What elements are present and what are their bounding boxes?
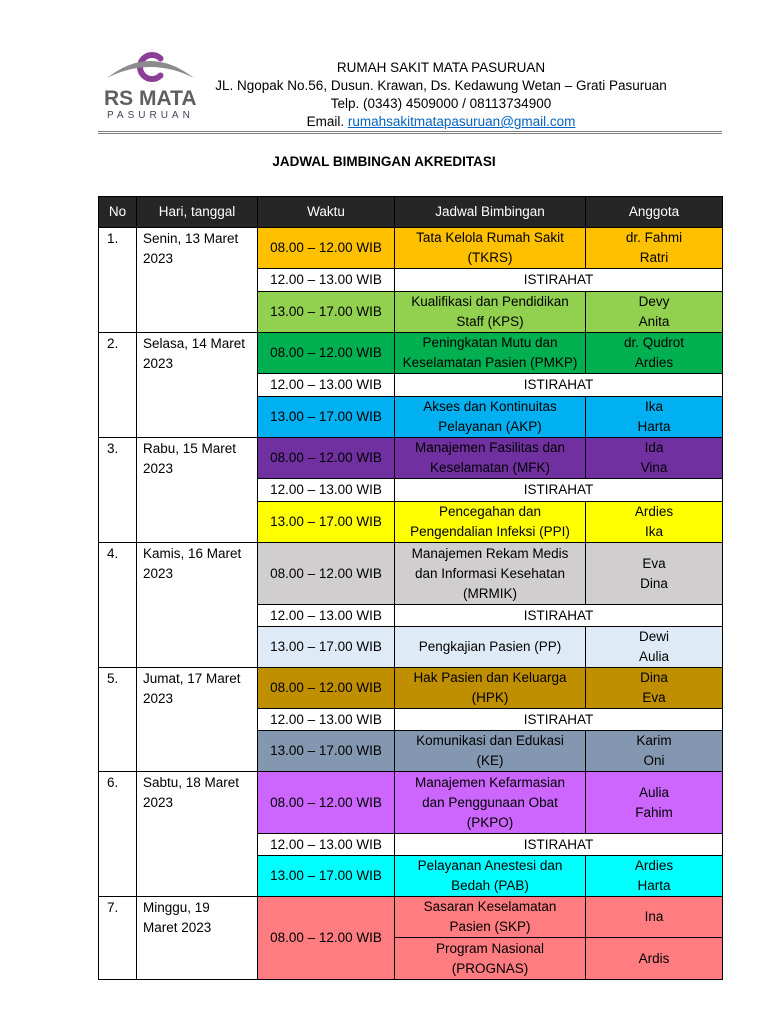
session-topic-line: Pelayanan (AKP)	[438, 419, 542, 434]
member-name: Ina	[644, 909, 664, 924]
session-topic	[395, 668, 586, 709]
session-topic-line: Pelayanan Anestesi dan	[417, 858, 563, 873]
day-date	[137, 543, 258, 668]
day-number: 7.	[99, 897, 137, 980]
member-name: dr. Qudrot	[623, 335, 685, 350]
session-topic	[395, 627, 586, 668]
session-topic-line: Kualifikasi dan Pendidikan	[411, 294, 569, 309]
session-topic-line: (TKRS)	[467, 250, 513, 265]
day-number: 1.	[99, 228, 137, 333]
session-topic-line: dan Informasi Kesehatan	[414, 565, 566, 581]
session-topic-line: Manajemen Kefarmasian	[414, 774, 566, 790]
session-topic	[395, 502, 586, 543]
member-name: Aulia	[638, 649, 670, 664]
day-number: 5.	[99, 668, 137, 772]
column-header-no: No	[99, 197, 137, 228]
member-name: Ratri	[639, 250, 669, 265]
member-name: Ardies	[634, 355, 674, 370]
hospital-logo	[104, 46, 200, 122]
logo-gray-swoosh	[107, 61, 194, 78]
session-topic	[395, 856, 586, 897]
member-name: Karim	[636, 733, 672, 748]
day-date	[137, 772, 258, 897]
session-members	[586, 502, 723, 543]
column-header-schedule: Jadwal Bimbingan	[395, 197, 586, 228]
session-time: 13.00 – 17.00 WIB	[258, 292, 395, 333]
session-topic-line: Peningkatan Mutu dan	[422, 335, 558, 350]
session-topic-line: Pasien (SKP)	[449, 919, 531, 934]
session-topic-line: (HPK)	[471, 690, 509, 705]
session-time: 08.00 – 12.00 WIB	[258, 897, 395, 980]
session-time: 08.00 – 12.00 WIB	[258, 668, 395, 709]
day-date-line: Maret 2023	[143, 920, 212, 935]
session-topic-line: Keselamatan (MFK)	[429, 460, 551, 475]
session-topic-line: Keselamatan Pasien (PMKP)	[402, 355, 578, 370]
day-date-line: Minggu, 19	[143, 900, 210, 915]
table-header-row	[99, 197, 723, 228]
session-topic	[395, 938, 586, 980]
member-name: Dina	[640, 575, 668, 591]
day-date	[137, 228, 258, 333]
member-name: Aulia	[638, 784, 670, 800]
session-topic-line: Pengkajian Pasien (PP)	[418, 639, 562, 654]
member-name: Ika	[644, 524, 663, 539]
logo-text-main: RS MATA	[104, 87, 197, 110]
session-topic-line: Pengendalian Infeksi (PPI)	[410, 524, 570, 539]
hospital-name: RUMAH SAKIT MATA PASURUAN	[336, 60, 546, 75]
day-number: 2.	[99, 333, 137, 438]
logo-mark-icon	[104, 46, 200, 90]
member-name: Devy	[638, 294, 670, 309]
document-title: JADWAL BIMBINGAN AKREDITASI	[272, 154, 496, 169]
session-row	[99, 228, 723, 269]
break-time: 12.00 – 13.00 WIB	[258, 834, 395, 856]
session-row	[99, 333, 723, 374]
session-members	[586, 938, 723, 980]
session-topic	[395, 292, 586, 333]
session-time: 08.00 – 12.00 WIB	[258, 333, 395, 374]
session-members	[586, 627, 723, 668]
session-row	[99, 438, 723, 479]
session-topic	[395, 438, 586, 479]
session-topic	[395, 543, 586, 605]
session-topic-line: Komunikasi dan Edukasi	[416, 733, 564, 748]
session-topic	[395, 397, 586, 438]
session-members	[586, 731, 723, 772]
session-topic-line: Bedah (PAB)	[451, 878, 529, 893]
member-name: Ardis	[638, 950, 670, 966]
schedule-table	[98, 196, 723, 980]
session-time: 13.00 – 17.00 WIB	[258, 397, 395, 438]
session-members	[586, 897, 723, 938]
break-label: ISTIRAHAT	[395, 374, 723, 397]
hospital-email-line	[200, 113, 682, 131]
hospital-phone: Telp. (0343) 4509000 / 08113734900	[330, 96, 552, 111]
column-header-time: Waktu	[258, 197, 395, 228]
session-topic	[395, 772, 586, 834]
session-time: 13.00 – 17.00 WIB	[258, 502, 395, 543]
day-date-line: 2023	[143, 566, 174, 581]
break-label: ISTIRAHAT	[395, 709, 723, 731]
session-time: 08.00 – 12.00 WIB	[258, 772, 395, 834]
email-label: Email.	[306, 114, 345, 129]
day-date	[137, 333, 258, 438]
member-name: Eva	[642, 555, 666, 571]
day-date-line: 2023	[143, 251, 174, 266]
session-members	[586, 856, 723, 897]
break-label: ISTIRAHAT	[395, 479, 723, 502]
day-date-line: Rabu, 15 Maret	[143, 441, 237, 456]
session-members	[586, 543, 723, 605]
member-name: Vina	[640, 460, 668, 475]
day-date-line: 2023	[143, 356, 174, 371]
session-time: 13.00 – 17.00 WIB	[258, 856, 395, 897]
session-topic	[395, 333, 586, 374]
session-row	[99, 772, 723, 834]
session-time: 08.00 – 12.00 WIB	[258, 228, 395, 269]
session-topic-line: Pencegahan dan	[438, 504, 542, 519]
session-topic-line: Manajemen Rekam Medis	[411, 545, 569, 561]
member-name: Fahim	[635, 804, 673, 820]
member-name: Oni	[643, 753, 665, 768]
day-date-line: Kamis, 16 Maret	[143, 546, 242, 561]
day-date-line: 2023	[143, 461, 174, 476]
break-time: 12.00 – 13.00 WIB	[258, 374, 395, 397]
session-row	[99, 543, 723, 605]
member-name: Ika	[644, 399, 663, 414]
member-name: dr. Fahmi	[625, 230, 683, 245]
member-name: Ida	[644, 440, 664, 455]
session-time: 08.00 – 12.00 WIB	[258, 438, 395, 479]
session-members	[586, 228, 723, 269]
member-name: Eva	[642, 690, 666, 705]
break-label: ISTIRAHAT	[395, 605, 723, 627]
day-date-line: Sabtu, 18 Maret	[143, 775, 240, 790]
day-date	[137, 668, 258, 772]
break-time: 12.00 – 13.00 WIB	[258, 269, 395, 292]
session-members	[586, 668, 723, 709]
logo-text-sub: PASURUAN	[107, 110, 194, 121]
session-members	[586, 397, 723, 438]
session-topic-line: Tata Kelola Rumah Sakit	[416, 230, 564, 245]
session-row	[99, 668, 723, 709]
session-topic-line: Akses dan Kontinuitas	[423, 399, 557, 414]
day-date-line: Jumat, 17 Maret	[143, 671, 241, 686]
member-name: Harta	[637, 878, 671, 893]
session-members	[586, 772, 723, 834]
column-header-date: Hari, tanggal	[137, 197, 258, 228]
break-label: ISTIRAHAT	[395, 269, 723, 292]
member-name: Dewi	[638, 629, 669, 644]
session-topic-line: Manajemen Fasilitas dan	[414, 440, 566, 455]
session-topic-line: (KE)	[476, 753, 504, 768]
break-time: 12.00 – 13.00 WIB	[258, 605, 395, 627]
member-name: Ardies	[634, 858, 674, 873]
day-date	[137, 438, 258, 543]
break-time: 12.00 – 13.00 WIB	[258, 709, 395, 731]
member-name: Ardies	[634, 504, 674, 519]
session-topic-line: (PROGNAS)	[451, 960, 529, 976]
session-topic-line: Hak Pasien dan Keluarga	[413, 670, 567, 685]
member-name: Dina	[640, 670, 668, 685]
day-number: 4.	[99, 543, 137, 668]
day-number: 6.	[99, 772, 137, 897]
session-topic-line: Program Nasional	[435, 940, 545, 956]
letterhead	[200, 59, 682, 131]
column-header-members: Anggota	[586, 197, 723, 228]
day-date-line: Selasa, 14 Maret	[143, 336, 246, 351]
day-date-line: Senin, 13 Maret	[143, 231, 239, 246]
session-topic	[395, 228, 586, 269]
session-topic-line: Sasaran Keselamatan	[423, 899, 557, 914]
session-topic-line: (PKPO)	[466, 814, 514, 830]
session-topic-line: dan Penggunaan Obat	[422, 794, 558, 810]
member-name: Anita	[638, 314, 670, 329]
session-members	[586, 292, 723, 333]
day-date-line: 2023	[143, 691, 174, 706]
session-time: 08.00 – 12.00 WIB	[258, 543, 395, 605]
email-link[interactable]: rumahsakitmatapasuruan@gmail.com	[347, 114, 576, 129]
break-label: ISTIRAHAT	[395, 834, 723, 856]
session-time: 13.00 – 17.00 WIB	[258, 627, 395, 668]
session-time: 13.00 – 17.00 WIB	[258, 731, 395, 772]
day-date-line: 2023	[143, 795, 174, 810]
session-row	[99, 897, 723, 938]
session-topic-line: Staff (KPS)	[456, 314, 524, 329]
session-topic	[395, 731, 586, 772]
hospital-address: JL. Ngopak No.56, Dusun. Krawan, Ds. Kedawung Wetan – Grati Pasuruan	[215, 78, 667, 93]
session-topic	[395, 897, 586, 938]
day-date	[137, 897, 258, 980]
session-topic-line: (MRMIK)	[463, 585, 517, 601]
session-members	[586, 438, 723, 479]
letterhead-divider	[98, 131, 722, 134]
session-members	[586, 333, 723, 374]
member-name: Harta	[637, 419, 671, 434]
day-number: 3.	[99, 438, 137, 543]
break-time: 12.00 – 13.00 WIB	[258, 479, 395, 502]
